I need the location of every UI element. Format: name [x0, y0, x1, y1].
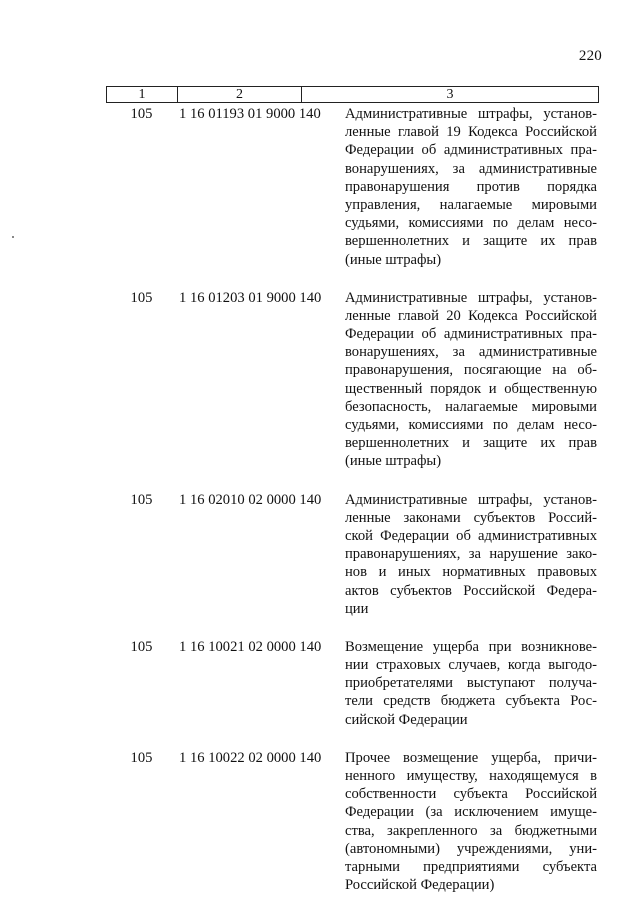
margin-speck: [12, 236, 14, 238]
description-line: ленные главой 20 Кодекса Российской: [345, 307, 597, 324]
description-line: актов субъектов Российской Федера-: [345, 582, 597, 599]
revenue-code-cell: 1 16 01193 01 9000 140: [179, 106, 321, 122]
table-row: [106, 749, 599, 895]
table-body: [106, 105, 599, 914]
description-line: ненного имуществу, находящемуся в: [345, 768, 597, 784]
header-col-1: 1: [107, 87, 178, 102]
description-cell: [345, 105, 597, 269]
description-line: тарными предприятиями субъекта: [345, 858, 597, 875]
description-line: ции: [345, 600, 369, 617]
description-cell: [345, 491, 597, 618]
header-col-3: 3: [446, 87, 454, 102]
description-line: (автономными) учреждениями, уни-: [345, 840, 597, 857]
description-cell: [345, 638, 597, 729]
description-line: судьями, комиссиями по делам несо-: [345, 417, 597, 433]
description-line: ленные законами субъектов Россий-: [345, 509, 597, 526]
description-line: вонарушениях, за административные: [345, 344, 597, 361]
description-line: ленные главой 19 Кодекса Российской: [345, 124, 597, 141]
description-line: (иные штрафы): [345, 251, 442, 268]
table-row: [106, 638, 599, 729]
description-line: Административные штрафы, установ-: [345, 491, 597, 508]
description-cell: [345, 749, 597, 895]
table-row: [106, 105, 599, 269]
revenue-code-cell: 1 16 10021 02 0000 140: [179, 638, 322, 655]
description-line: вершеннолетних и защите их прав: [345, 233, 597, 250]
description-line: приобретателями выступают получа-: [345, 675, 597, 692]
header-col-2: 2: [178, 87, 302, 102]
description-line: Прочее возмещение ущерба, причи-: [345, 749, 597, 766]
description-cell: [345, 289, 597, 471]
description-line: вершеннолетних и защите их прав: [345, 435, 597, 452]
description-line: Административные штрафы, установ-: [345, 106, 597, 122]
description-line: судьями, комиссиями по делам несо-: [345, 215, 597, 232]
description-line: нии страховых случаев, когда выгодо-: [345, 657, 597, 674]
description-line: ской Федерации об административных: [345, 527, 597, 544]
revenue-code-cell: 1 16 10022 02 0000 140: [179, 749, 322, 766]
description-line: Возмещение ущерба при возникнове-: [345, 638, 597, 655]
admin-code-cell: 105: [130, 491, 153, 508]
description-line: щественный порядок и общественную: [345, 380, 597, 397]
description-line: вонарушениях, за административные: [345, 160, 597, 177]
description-line: (иные штрафы): [345, 453, 442, 470]
description-line: Федерации (за исключением имуще-: [345, 804, 597, 821]
table-row: [106, 289, 599, 471]
revenue-code-cell: 1 16 02010 02 0000 140: [179, 491, 322, 508]
description-line: Федерации об административных пра-: [345, 142, 597, 159]
admin-code-cell: 105: [130, 749, 153, 766]
description-line: Административные штрафы, установ-: [345, 289, 597, 306]
description-line: Российской Федерации): [345, 877, 495, 894]
table-row: [106, 491, 599, 618]
description-line: сийской Федерации: [345, 711, 468, 728]
description-line: Федерации об административных пра-: [345, 326, 597, 343]
description-line: управления, налагаемые мировыми: [345, 196, 597, 213]
description-line: нов и иных нормативных правовых: [345, 564, 597, 581]
admin-code-cell: 105: [130, 638, 153, 655]
description-line: безопасность, налагаемые мировыми: [345, 398, 597, 415]
description-line: тели средств бюджета субъекта Рос-: [345, 693, 597, 710]
page-number: 220: [578, 48, 602, 64]
description-line: правонарушения, посягающие на об-: [345, 362, 597, 379]
admin-code-cell: 105: [130, 289, 153, 306]
description-line: правонарушениях, за нарушение зако-: [345, 546, 597, 563]
description-line: ства, закрепленного за бюджетными: [345, 822, 597, 839]
description-line: собственности субъекта Российской: [345, 786, 597, 803]
table-header: [106, 86, 599, 103]
description-line: правонарушения против порядка: [345, 178, 597, 195]
revenue-code-cell: 1 16 01203 01 9000 140: [179, 289, 322, 306]
admin-code-cell: 105: [130, 106, 153, 122]
